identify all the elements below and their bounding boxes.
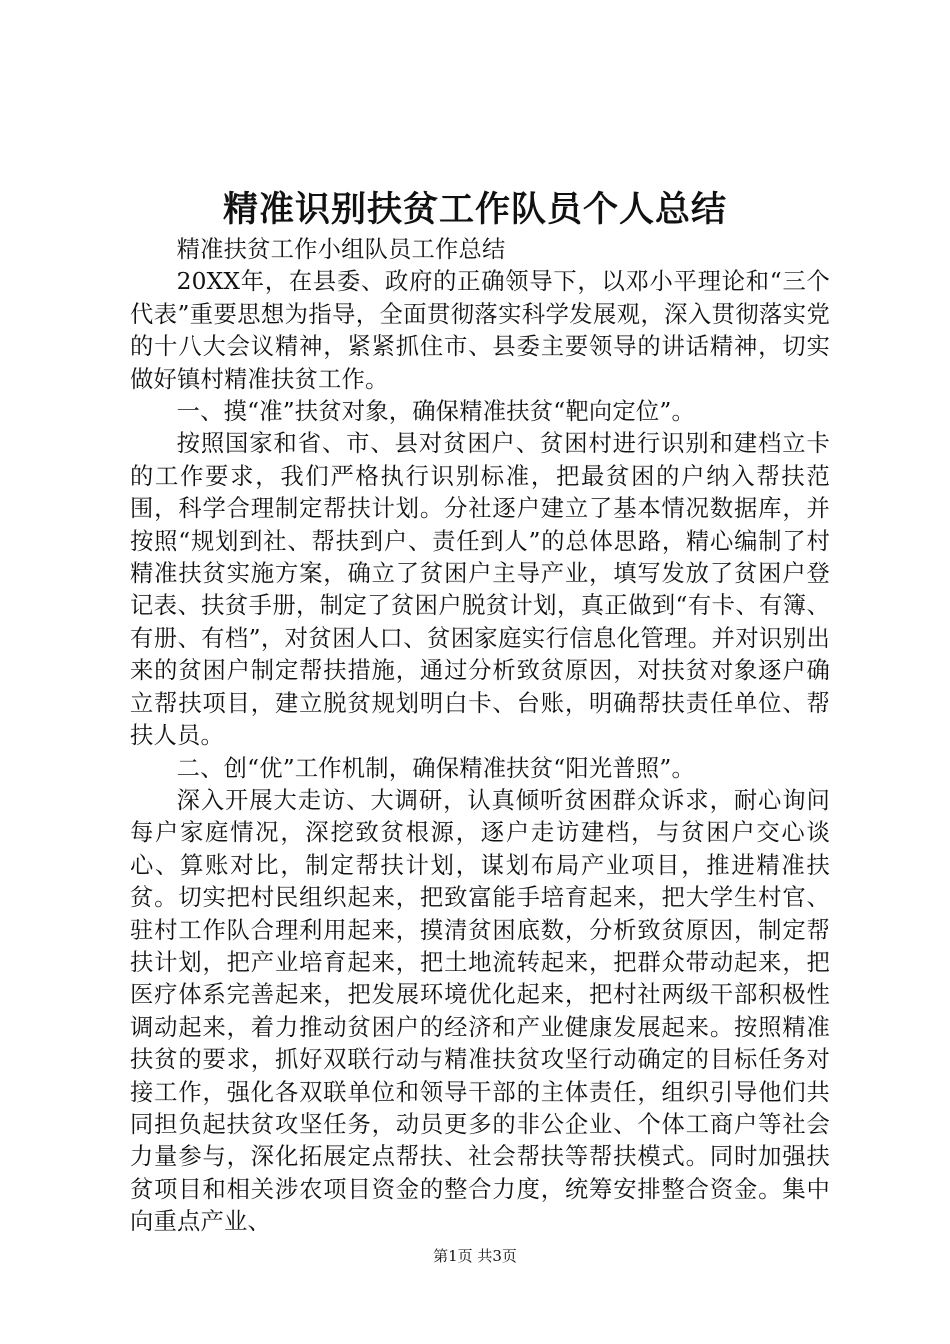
section-2-paragraph: 深入开展大走访、大调研，认真倾听贫困群众诉求，耐心询问每户家庭情况，深挖致贫根源，逐户走访建档，与贫困户交心谈心、算账对比，制定帮扶计划，谋划布局产业项目，推进精准扶贫。切实把村民组织起来，把致富能手培育起来，把大学生村官、驻村工作队合理利用起来，摸清贫困底数，分析致贫原因，制定帮扶计划，把产业培育起来，把土地流转起来，把群众带动起来，把医疗体系完善起来，把发展环境优化起来，把村社两级干部积极性调动起来，着力推动贫困户的经济和产业健康发展起来。按照精准扶贫的要求，抓好双联行动与精准扶贫攻坚行动确定的目标任务对接工作，强化各双联单位和领导干部的主体责任，组织引导他们共同担负起扶贫攻坚任务，动员更多的非公企业、个体工商户等社会力量参与，深化拓展定点帮扶、社会帮扶等帮扶模式。同时加强扶贫项目和相关涉农项目资金的整合力度，统筹安排整合资金。集中向重点产业、 <box>130 786 830 1236</box>
document-title: 精准识别扶贫工作队员个人总结 <box>222 189 727 230</box>
section-heading-2: 二、创“优”工作机制，确保精准扶贫“阳光普照”。 <box>176 754 695 782</box>
intro-paragraph: 20XX年，在县委、政府的正确领导下，以邓小平理论和“三个代表”重要思想为指导，全面贯彻落实科学发展观，深入贯彻落实党的十八大会议精神，紧紧抓住市、县委主要领导的讲话精神，切实做好镇村精准扶贫工作。 <box>130 268 830 393</box>
page-number-footer: 第1页 共3页 <box>433 1247 517 1265</box>
section-heading-1: 一、摸“准”扶贫对象，确保精准扶贫“靶向定位”。 <box>176 398 695 426</box>
subtitle-paragraph: 精准扶贫工作小组队员工作总结 <box>176 236 506 263</box>
document-body <box>130 234 830 1239</box>
section-1-paragraph: 按照国家和省、市、县对贫困户、贫困村进行识别和建档立卡的工作要求，我们严格执行识别标准，把最贫困的户纳入帮扶范围，科学合理制定帮扶计划。分社逐户建立了基本情况数据库，并按照“规划到社、帮扶到户、责任到人”的总体思路，精心编制了村精准扶贫实施方案，确立了贫困户主导产业，填写发放了贫困户登记表、扶贫手册，制定了贫困户脱贫计划，真正做到“有卡、有簿、有册、有档”，对贫困人口、贫困家庭实行信息化管理。并对识别出来的贫困户制定帮扶措施，通过分析致贫原因，对扶贫对象逐户确立帮扶项目，建立脱贫规划明白卡、台账，明确帮扶责任单位、帮扶人员。 <box>130 430 830 750</box>
